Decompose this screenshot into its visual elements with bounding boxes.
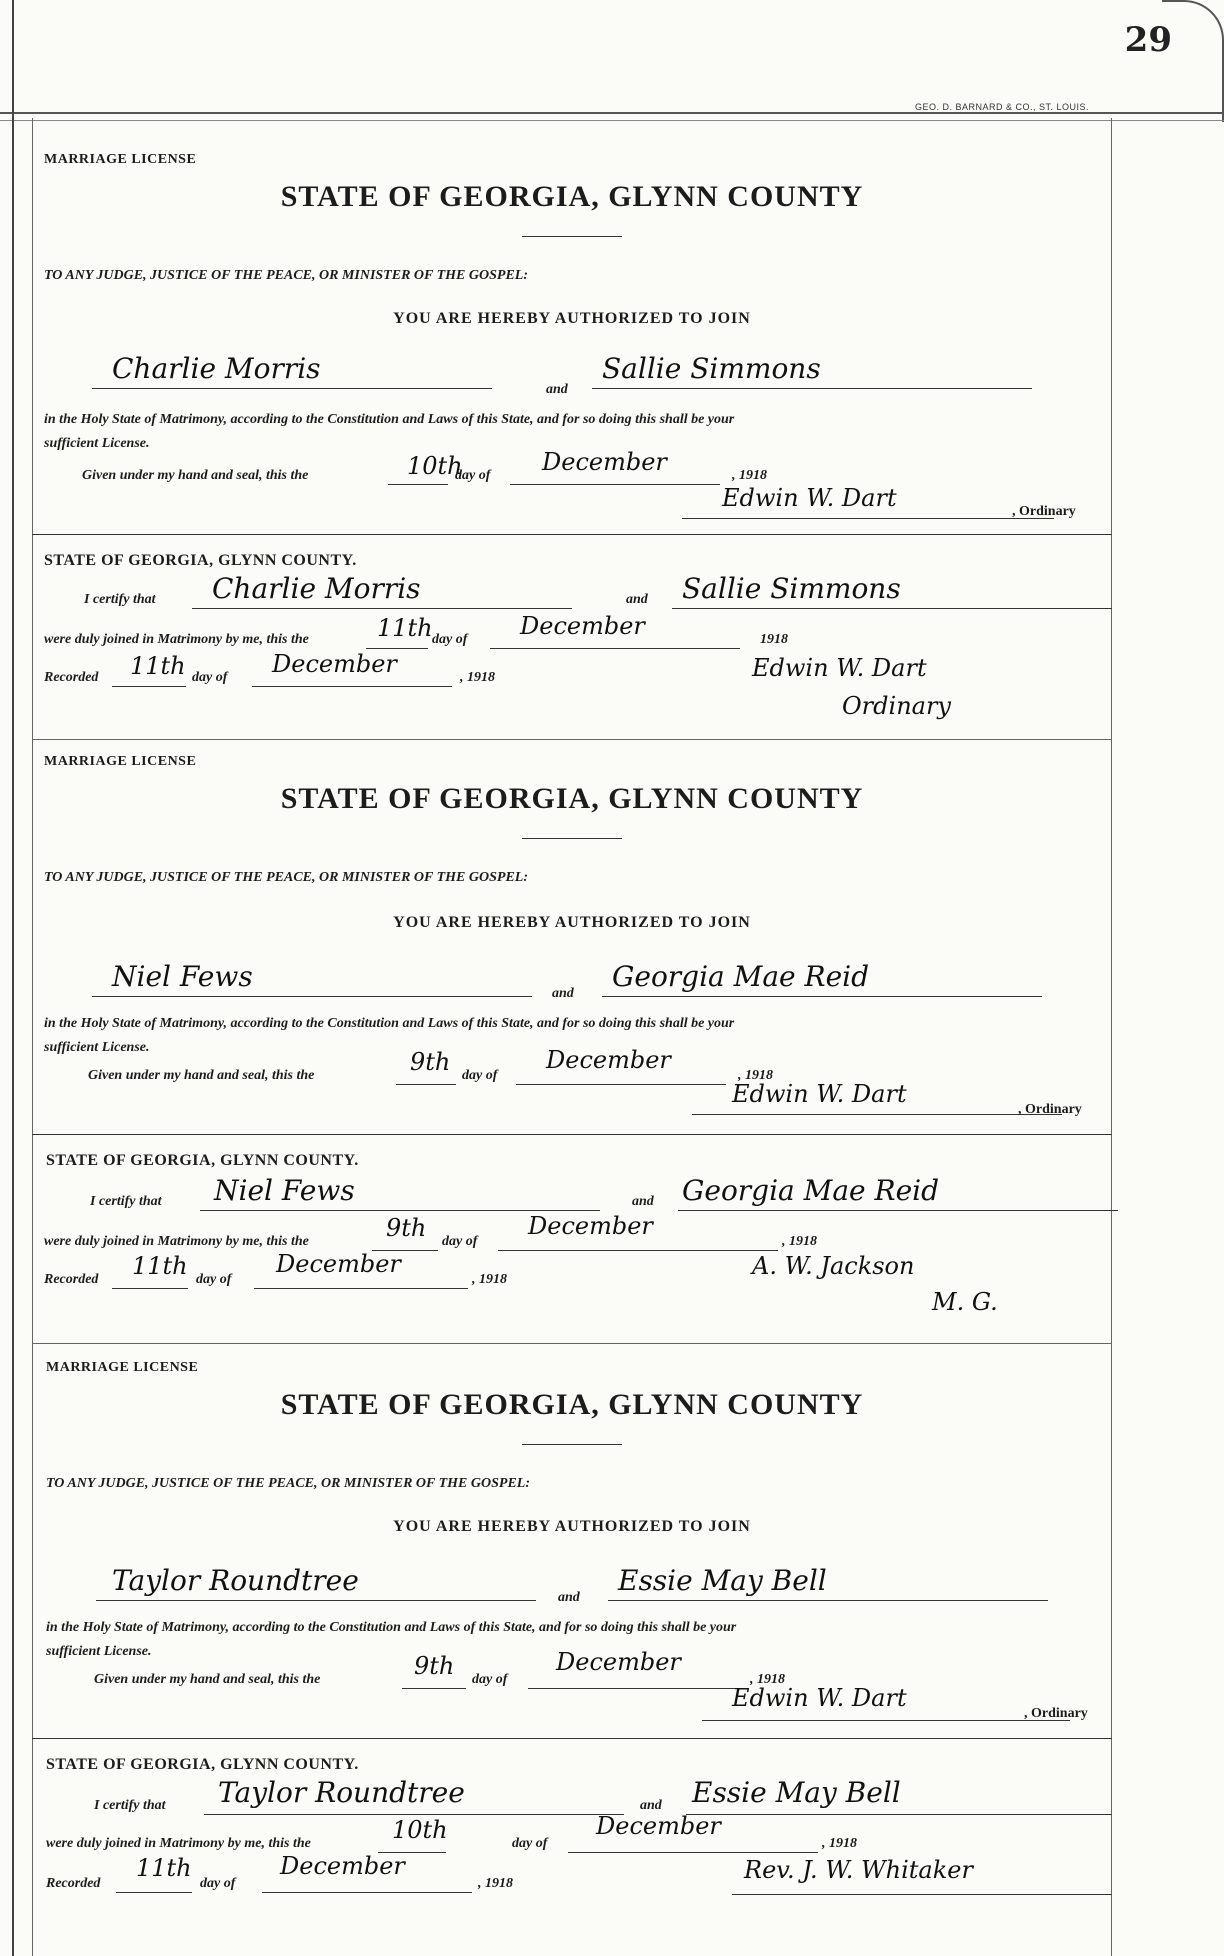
joined-month: December (520, 612, 645, 640)
cert-groom-line (200, 1210, 600, 1211)
given-month-line (528, 1688, 748, 1689)
bride-line (608, 1600, 1048, 1601)
day-of-label: day of (432, 632, 468, 647)
and-label: and (640, 1798, 662, 1813)
section-mid-rule (32, 1134, 1112, 1135)
bride-name: Sallie Simmons (602, 352, 821, 385)
given-day: 9th (410, 1048, 451, 1076)
and-label: and (552, 986, 574, 1001)
recorded-month: December (280, 1852, 405, 1880)
given-month: December (556, 1648, 681, 1676)
groom-name: Niel Fews (112, 960, 253, 993)
ordinary-line (702, 1720, 1070, 1721)
officiant-signature: A. W. Jackson (752, 1252, 915, 1280)
and-label: and (626, 592, 648, 607)
given-year: , 1918 (732, 468, 767, 483)
given-year: , 1918 (738, 1068, 773, 1083)
joined-month: December (596, 1812, 721, 1840)
entry-title: STATE OF GEORGIA, GLYNN COUNTY (280, 180, 864, 213)
day-of-label: day of (462, 1068, 498, 1083)
cert-bride-line (672, 608, 1112, 609)
authorization-line: YOU ARE HEREBY AUTHORIZED TO JOIN (393, 914, 751, 931)
given-text: Given under my hand and seal, this the (88, 1068, 315, 1083)
cert-bride-line (686, 1814, 1112, 1815)
marriage-entry (32, 140, 1112, 740)
given-year: , 1918 (750, 1672, 785, 1687)
addressee: TO ANY JUDGE, JUSTICE OF THE PEACE, OR MINISTER OF THE GOSPEL: (44, 870, 528, 885)
sufficient-license: sufficient License. (44, 436, 150, 451)
given-text: Given under my hand and seal, this the (94, 1672, 321, 1687)
title-rule (522, 236, 622, 237)
officiant-line (732, 1894, 1112, 1895)
cert-bride-line (678, 1210, 1118, 1211)
day-of-label: day of (192, 670, 228, 685)
entry-title: STATE OF GEORGIA, GLYNN COUNTY (280, 782, 864, 815)
recorded-year: , 1918 (478, 1876, 513, 1891)
cert-groom: Taylor Roundtree (218, 1776, 465, 1809)
entry-title: STATE OF GEORGIA, GLYNN COUNTY (280, 1388, 864, 1421)
officiant-signature: Rev. J. W. Whitaker (744, 1856, 973, 1884)
certify-label: I certify that (90, 1194, 162, 1209)
cert-bride: Georgia Mae Reid (682, 1174, 940, 1207)
certify-label: I certify that (84, 592, 156, 607)
groom-line (96, 1600, 536, 1601)
recorded-day-line (112, 686, 186, 687)
joined-day: 9th (386, 1214, 427, 1242)
recorded-day-line (116, 1892, 192, 1893)
cert-heading: STATE OF GEORGIA, GLYNN COUNTY. (44, 552, 357, 569)
section-mid-rule (32, 1738, 1112, 1739)
day-of-label: day of (472, 1672, 508, 1687)
cert-groom-line (192, 608, 572, 609)
bride-line (592, 388, 1032, 389)
groom-line (92, 996, 532, 997)
addressee: TO ANY JUDGE, JUSTICE OF THE PEACE, OR MINISTER OF THE GOSPEL: (46, 1476, 530, 1491)
recorded-month-line (254, 1288, 468, 1289)
and-label: and (632, 1194, 654, 1209)
sufficient-license: sufficient License. (46, 1644, 152, 1659)
sufficient-license: sufficient License. (44, 1040, 150, 1055)
groom-name: Charlie Morris (112, 352, 321, 385)
ordinary-signature: Edwin W. Dart (722, 484, 897, 512)
page-corner (1162, 0, 1224, 122)
authorization-line: YOU ARE HEREBY AUTHORIZED TO JOIN (393, 1518, 751, 1535)
cert-groom: Charlie Morris (212, 572, 421, 605)
officiant-title: Ordinary (842, 692, 951, 720)
cert-groom: Niel Fews (214, 1174, 355, 1207)
ordinary-label: , Ordinary (1012, 504, 1076, 519)
binding-rule (12, 0, 14, 1956)
ordinary-label: , Ordinary (1018, 1102, 1082, 1117)
recorded-label: Recorded (44, 670, 99, 685)
bride-line (602, 996, 1042, 997)
ordinary-line (682, 518, 1054, 519)
license-label: MARRIAGE LICENSE (44, 152, 197, 167)
day-of-label: day of (455, 468, 491, 483)
authorization-line: YOU ARE HEREBY AUTHORIZED TO JOIN (393, 310, 751, 327)
recorded-label: Recorded (46, 1876, 101, 1891)
marriage-entry (32, 742, 1112, 1344)
recorded-month-line (252, 686, 452, 687)
recorded-year: , 1918 (472, 1272, 507, 1287)
groom-line (92, 388, 492, 389)
joined-day-line (366, 648, 428, 649)
top-rule-thin (0, 120, 1224, 121)
officiant-title: M. G. (932, 1288, 998, 1316)
day-of-label: day of (512, 1836, 548, 1851)
recorded-day: 11th (132, 1252, 188, 1280)
cert-heading: STATE OF GEORGIA, GLYNN COUNTY. (46, 1152, 359, 1169)
recorded-month-line (262, 1892, 472, 1893)
joined-day: 10th (392, 1816, 448, 1844)
day-of-label: day of (442, 1234, 478, 1249)
title-rule (522, 1444, 622, 1445)
section-mid-rule (32, 534, 1112, 535)
and-label: and (558, 1590, 580, 1605)
title-rule (522, 838, 622, 839)
section-divider (32, 1343, 1112, 1344)
given-month: December (542, 448, 667, 476)
matrimony-text: in the Holy State of Matrimony, according to the Constitution and Laws of this State, and for so doing this shall be your (44, 1016, 735, 1031)
joined-year: , 1918 (822, 1836, 857, 1851)
ordinary-label: , Ordinary (1024, 1706, 1088, 1721)
license-label: MARRIAGE LICENSE (46, 1360, 199, 1375)
joined-month-line (568, 1852, 818, 1853)
cert-bride: Essie May Bell (692, 1776, 901, 1809)
and-label: and (546, 382, 568, 397)
joined-year: 1918 (760, 632, 788, 647)
given-text: Given under my hand and seal, this the (82, 468, 309, 483)
recorded-day-line (112, 1288, 188, 1289)
license-label: MARRIAGE LICENSE (44, 754, 197, 769)
day-of-label: day of (196, 1272, 232, 1287)
given-day: 9th (414, 1652, 455, 1680)
top-rule (0, 112, 1224, 114)
cert-bride: Sallie Simmons (682, 572, 901, 605)
recorded-year: , 1918 (460, 670, 495, 685)
groom-name: Taylor Roundtree (112, 1564, 359, 1597)
day-of-label: day of (200, 1876, 236, 1891)
given-day: 10th (407, 452, 463, 480)
given-day-line (396, 1084, 456, 1085)
joined-text: were duly joined in Matrimony by me, this the (46, 1836, 311, 1851)
cert-heading: STATE OF GEORGIA, GLYNN COUNTY. (46, 1756, 359, 1773)
marriage-entry (32, 1346, 1112, 1946)
given-month-line (516, 1084, 726, 1085)
joined-year: , 1918 (782, 1234, 817, 1249)
matrimony-text: in the Holy State of Matrimony, according to the Constitution and Laws of this State, and for so doing this shall be your (44, 412, 735, 427)
given-month-line (510, 484, 720, 485)
joined-text: were duly joined in Matrimony by me, this the (44, 632, 309, 647)
page-number: 29 (1124, 20, 1172, 60)
recorded-month: December (272, 650, 397, 678)
ordinary-line (692, 1114, 1062, 1115)
joined-month-line (490, 648, 740, 649)
joined-month-line (498, 1250, 778, 1251)
joined-text: were duly joined in Matrimony by me, this the (44, 1234, 309, 1249)
recorded-month: December (276, 1250, 401, 1278)
joined-day: 11th (377, 614, 433, 642)
officiant-signature: Edwin W. Dart (752, 654, 927, 682)
ordinary-signature: Edwin W. Dart (732, 1080, 907, 1108)
cert-groom-line (204, 1814, 624, 1815)
joined-month: December (528, 1212, 653, 1240)
addressee: TO ANY JUDGE, JUSTICE OF THE PEACE, OR MINISTER OF THE GOSPEL: (44, 268, 528, 283)
bride-name: Georgia Mae Reid (612, 960, 870, 993)
given-month: December (546, 1046, 671, 1074)
matrimony-text: in the Holy State of Matrimony, according to the Constitution and Laws of this State, and for so doing this shall be your (46, 1620, 737, 1635)
bride-name: Essie May Bell (618, 1564, 827, 1597)
recorded-day: 11th (136, 1854, 192, 1882)
recorded-label: Recorded (44, 1272, 99, 1287)
printer-mark: GEO. D. BARNARD & CO., ST. LOUIS. (914, 102, 1089, 112)
recorded-day: 11th (130, 652, 186, 680)
certify-label: I certify that (94, 1798, 166, 1813)
given-day-line (402, 1688, 466, 1689)
given-day-line (388, 484, 448, 485)
ordinary-signature: Edwin W. Dart (732, 1684, 907, 1712)
section-divider (32, 739, 1112, 740)
